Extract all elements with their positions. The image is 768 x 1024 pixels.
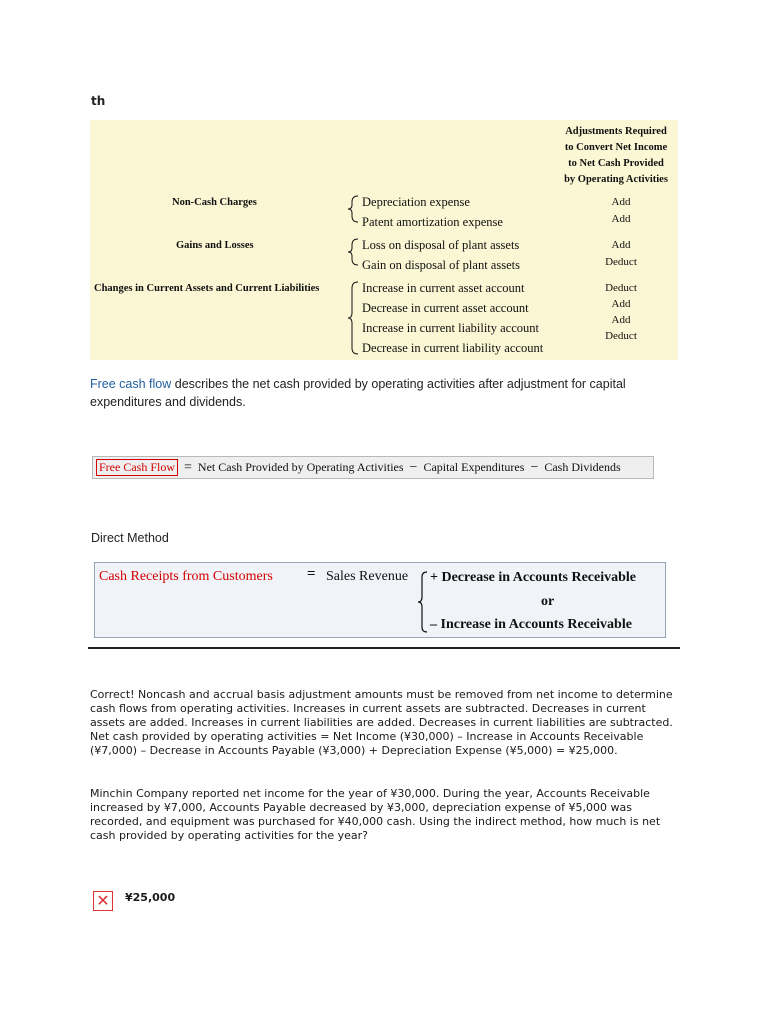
formula-option: + Decrease in Accounts Receivable [430, 570, 637, 585]
direct-method-formula [94, 562, 666, 638]
adjustment-action: Deduct [605, 282, 637, 294]
question-text: Minchin Company reported net income for the year of ¥30,000. During the year, Accounts Receivable increased by ¥7,000, Accounts Payable decreased by ¥3,000, depreciation expense of ¥5,000 was recorded, and equipment was purchased for ¥40,000 cash. Using the indirect method, how much is net cash provided by operating activities for the year? [90, 787, 661, 842]
adjustment-item: Patent amortization expense [362, 215, 503, 229]
group-label-noncash: Non-Cash Charges [172, 197, 257, 208]
adjustment-item: Increase in current asset account [362, 281, 525, 295]
header-line: to Net Cash Provided [568, 158, 664, 169]
header-line: by Operating Activities [564, 174, 668, 185]
formula-term: Cash Dividends [544, 460, 621, 474]
formula-option: – Increase in Accounts Receivable [430, 617, 632, 632]
header-line: to Convert Net Income [564, 142, 668, 153]
minus-sign: − [530, 459, 539, 475]
definition-text: describes the net cash provided by operating activities after adjustment for capital expenditures and dividends. [90, 377, 626, 409]
adjustment-item: Depreciation expense [362, 195, 470, 209]
group-label-changes: Changes in Current Assets and Current Liabilities [94, 283, 320, 294]
header-line: Adjustments Required [565, 126, 667, 137]
feedback-explanation: Correct! Noncash and accrual basis adjustment amounts must be removed from net income to determine cash flows from operating activities. Increases in current assets are subtracted. Decreases in current assets are added. Increases in current liabilities are added. Decreases in current liabilities are subtracted. Net cash provided by operating activities = Net Income (¥30,000) – Increase in Accounts Receivable (¥7,000) – Decrease in Accounts Payable (¥3,000) + Depreciation Expense (¥5,000) = ¥25,000. [90, 688, 673, 757]
equals-sign: = [184, 459, 192, 475]
adjustment-item: Decrease in current liability account [362, 341, 544, 355]
answer-option[interactable]: ¥25,000 [125, 891, 176, 904]
section-divider [88, 647, 680, 649]
adjustment-action: Add [611, 213, 631, 225]
formula-term: Capital Expenditures [423, 460, 525, 474]
adjustment-item: Loss on disposal of plant assets [362, 238, 520, 252]
formula-brace [417, 571, 429, 633]
adjustment-item: Decrease in current asset account [362, 301, 529, 315]
adjustment-action: Deduct [605, 330, 637, 342]
group-label-gains: Gains and Losses [176, 240, 254, 251]
adjustment-item: Increase in current liability account [362, 321, 540, 335]
formula-or: or [541, 594, 555, 609]
formula-lhs: Free Cash Flow [96, 459, 178, 476]
free-cash-flow-term: Free cash flow [90, 377, 172, 391]
adjustment-action: Add [611, 239, 631, 251]
free-cash-flow-definition [90, 375, 680, 411]
adjustment-action: Add [611, 298, 631, 310]
adjustment-item: Gain on disposal of plant assets [362, 258, 520, 272]
formula-lhs: Cash Receipts from Customers [99, 569, 273, 584]
page-heading: th [91, 94, 106, 108]
free-cash-flow-formula [92, 456, 654, 479]
formula-term: Net Cash Provided by Operating Activities [197, 460, 404, 474]
adjustment-action: Deduct [605, 256, 637, 268]
minus-sign: − [409, 459, 418, 475]
direct-method-heading: Direct Method [91, 531, 169, 545]
sales-revenue: Sales Revenue [326, 569, 409, 584]
adjustment-action: Add [611, 196, 631, 208]
adjustments-table [90, 120, 678, 360]
incorrect-icon: ✕ [93, 891, 113, 911]
equals-sign: = [307, 566, 316, 582]
adjustment-action: Add [611, 314, 631, 326]
